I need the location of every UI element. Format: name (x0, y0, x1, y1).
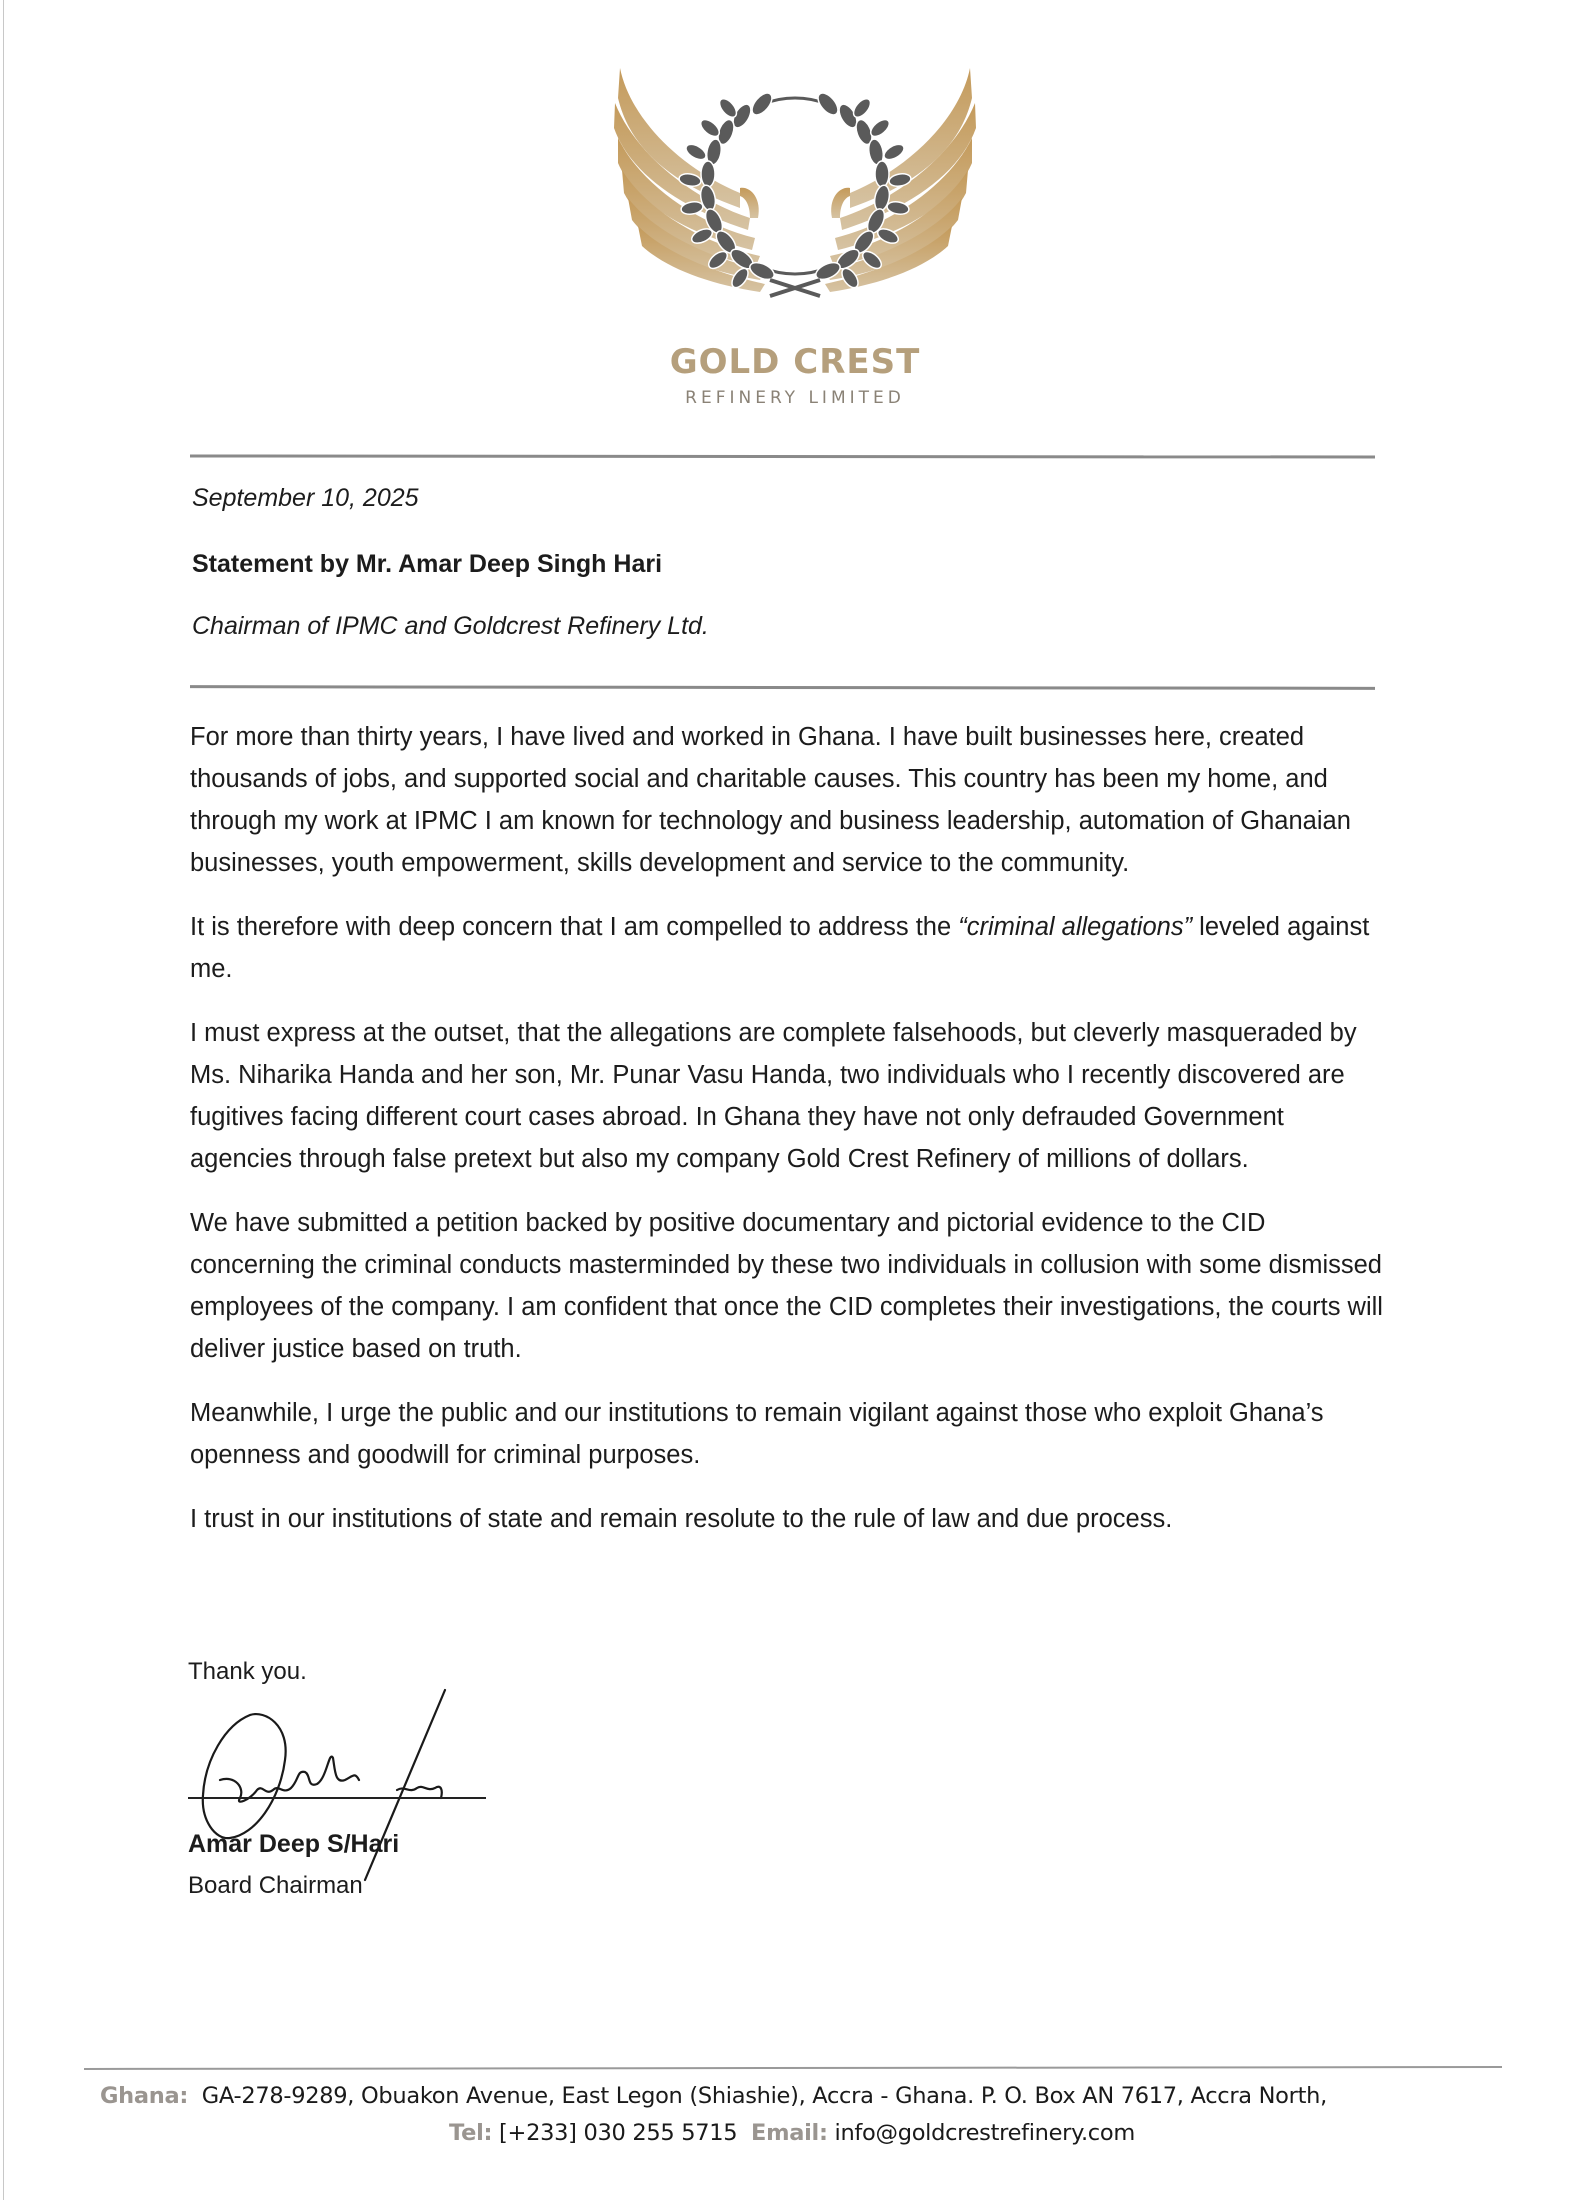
company-subtitle: REFINERY LIMITED (685, 388, 905, 408)
paragraph-2-text: It is therefore with deep concern that I am compelled to address the (190, 913, 959, 941)
signer-role: Board Chairman (188, 1872, 363, 1899)
letter-date: September 10, 2025 (192, 484, 419, 512)
tel-value: [+233] 030 255 5715 (499, 2120, 738, 2146)
closing-text: Thank you. (188, 1658, 307, 1685)
paragraph-4: We have submitted a petition backed by positive documentary and pictorial evidence to the CID concerning the criminal conducts masterminded by these two individuals in collusion with some dismissed employees of the company. I am confident that once the CID completes their investigations, the courts will deliver justice based on truth. (190, 1209, 1383, 1363)
company-logo (600, 58, 990, 408)
statement-subtitle: Chairman of IPMC and Goldcrest Refinery Ltd. (192, 612, 709, 640)
paragraph-5: Meanwhile, I urge the public and our institutions to remain vigilant against those who exploit Ghana’s openness and goodwill for criminal purposes. (190, 1399, 1324, 1469)
paragraph-3: I must express at the outset, that the allegations are complete falsehoods, but cleverly masqueraded by Ms. Niharika Handa and her son, Mr. Punar Vasu Handa, two individuals who I recently discovered are fugitives facing different court cases abroad. In Ghana they have not only defrauded Government agencies through false pretext but also my company Gold Crest Refinery of millions of dollars. (190, 1019, 1357, 1173)
signer-name: Amar Deep S/Hari (188, 1830, 400, 1858)
footer-address (100, 2083, 1500, 2109)
winged-laurel-wreath-icon (600, 58, 990, 338)
paragraph-1: For more than thirty years, I have lived and worked in Ghana. I have built businesses here, created thousands of jobs, and supported social and charitable causes. This country has been my home, and through my work at IPMC I am known for technology and business leadership, automation of Ghanaian businesses, youth empowerment, skills development and service to the community. (190, 723, 1351, 877)
scan-edge-mark (3, 0, 4, 2200)
header-divider-bottom (190, 685, 1375, 690)
company-name: GOLD CREST (669, 342, 921, 382)
paragraph-2-text-end: leveled against me. (190, 913, 1370, 983)
statement-title: Statement by Mr. Amar Deep Singh Hari (192, 550, 663, 578)
paragraph-6: I trust in our institutions of state and remain resolute to the rule of law and due process. (190, 1505, 1173, 1533)
letter-body (190, 716, 1390, 1562)
header-divider-top (190, 454, 1375, 458)
paragraph-2 (190, 906, 1390, 990)
address-label: Ghana: (100, 2083, 189, 2109)
address-value: GA-278-9289, Obuakon Avenue, East Legon (Shiashie), Accra - Ghana. P. O. Box AN 7617, Accra North, (201, 2083, 1327, 2109)
signature-line (188, 1797, 486, 1799)
email-link[interactable]: info@goldcrestrefinery.com (834, 2120, 1135, 2146)
footer-contact (0, 2120, 1584, 2146)
email-label: Email: (751, 2120, 828, 2146)
criminal-allegations-emphasis: “criminal allegations” (958, 913, 1193, 941)
tel-label: Tel: (449, 2120, 493, 2146)
footer-divider (84, 2066, 1502, 2070)
